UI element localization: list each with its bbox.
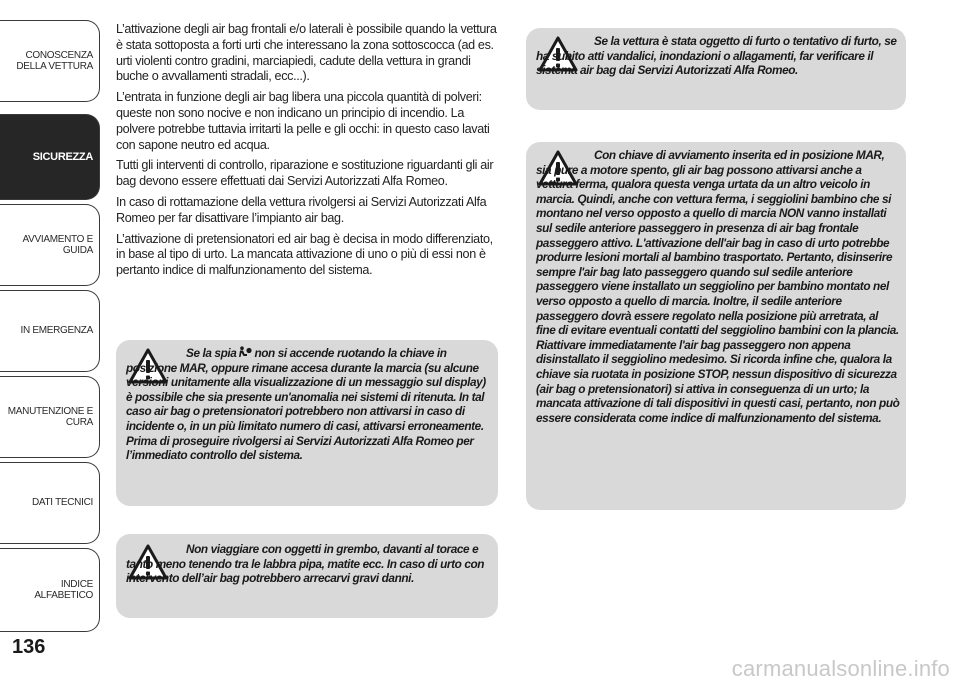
airbag-warning-light-icon — [238, 346, 252, 358]
sidebar-tab-indice[interactable] — [0, 548, 100, 632]
tab-label: IN EMERGENZA — [20, 325, 93, 337]
paragraph: L’entrata in funzione degli air bag libera una piccola quantità di polveri: queste non sono nocive e non indicano un principio di incendio. La polvere potrebbe tuttavia irritarti la pelle e gli occhi: in questo caso lavati con sapone neutro ed acqua. — [116, 90, 490, 152]
tab-label: SICUREZZA — [32, 150, 93, 163]
warning-box-warning-light — [116, 340, 498, 506]
warning-text: Se la vettura è stata oggetto di furto o tentativo di furto, se ha subito atti vandalici, inondazioni o allagamenti, far verificare il sistema air bag dai Servizi Autorizzati Alfa Romeo. — [536, 34, 897, 78]
sidebar-tab-dati-tecnici[interactable] — [0, 462, 100, 544]
warning-text-end: non si accende ruotando la chiave in posizione MAR, oppure rimane accesa durante la marcia (su alcune versioni unitamente alla visualizzazione di un messaggio sul display) è possibile che sia presente un'anomalia nei sistemi di ritenuta. In tal caso air bag o pretensionatori potrebbero non attivarsi in caso di incidente o, in un più limitato numero di casi, attivarsi erroneamente. Prima di proseguire rivolgersi ai Servizi Autorizzati Alfa Romeo per l’immediato controllo del sistema. — [126, 346, 486, 463]
paragraph: L’attivazione di pretensionatori ed air bag è decisa in modo differenziato, in base al tipo di urto. La mancata attivazione di uno o più di essi non è pertanto indice di malfunzionamento del sistema. — [116, 231, 493, 278]
sidebar-tab-conoscenza[interactable] — [0, 20, 100, 102]
warning-text — [126, 346, 492, 463]
sidebar-tab-emergenza[interactable] — [0, 290, 100, 372]
warning-text-start: Se la spia — [186, 346, 237, 360]
tab-label: AVVIAMENTO E GUIDA — [22, 233, 93, 256]
tab-label: CONOSCENZA DELLA VETTURA — [16, 49, 93, 72]
paragraph: L’attivazione degli air bag frontali e/o laterali è possibile quando la vettura è stata sottoposta a forti urti che interessano la zona sottoscocca (ad es. urti violenti contro gradini, marciapiedi, cadute della vettura in grandi buche o avvallamenti stradali, ecc...). — [116, 22, 497, 84]
tab-label: INDICE ALFABETICO — [34, 578, 93, 601]
tab-label: DATI TECNICI — [31, 497, 93, 509]
warning-box-theft — [526, 28, 906, 110]
tab-label: MANUTENZIONE E CURA — [7, 405, 93, 428]
warning-box-child-seat — [526, 142, 906, 510]
body-text — [116, 22, 500, 284]
sidebar-tab-sicurezza[interactable] — [0, 114, 100, 200]
page-number: 136 — [12, 636, 46, 658]
watermark: carmanualsonline.info — [731, 656, 950, 681]
paragraph: Tutti gli interventi di controllo, riparazione e sostituzione riguardanti gli air bag devono essere effettuati dai Servizi Autorizzati Alfa Romeo. — [116, 158, 494, 189]
warning-box-objects — [116, 534, 498, 618]
warning-text: Non viaggiare con oggetti in grembo, davanti al torace e tanto meno tenendo tra le labbra pipa, matite ecc. In caso di urto con intervento dell’air bag potrebbero arrecarvi gravi danni. — [126, 542, 485, 586]
paragraph: In caso di rottamazione della vettura rivolgersi ai Servizi Autorizzati Alfa Romeo per far disattivare l’impianto air bag. — [116, 194, 487, 225]
warning-text: Con chiave di avviamento inserita ed in posizione MAR, sia pure a motore spento, gli air bag possono attivarsi anche a vettura ferma, qualora questa venga urtata da un altro veicolo in marcia. Quindi, anche con vettura ferma, i seggiolini bambino che si montano nel verso opposto a quello di marcia NON vanno installati sul sedile anteriore passeggero in presenza di air bag frontale passeggero attivo. L'attivazione dell'air bag in caso di urto potrebbe produrre lesioni mortali al bambino trasportato. Pertanto, disinserire sempre l'air bag lato passeggero quando sul sedile anteriore passeggero viene installato un seggiolino per bambino montato nel verso opposto a quello di marcia. Inoltre, il sedile anteriore passeggero dovrà essere regolato nella posizione più arretrata, al fine di evitare eventuali contatti del seggiolino bambini con la plancia. Riattivare immediatamente l'air bag passeggero non appena disinstallato il seggiolino medesimo. Si ricorda infine che, qualora la chiave sia ruotata in posizione STOP, nessun dispositivo di sicurezza (air bag o pretensionatori) si attiva in conseguenza di un urto; la mancata attivazione di tali dispositivi in questi casi, pertanto, non può essere considerata come indice di malfunzionamento del sistema. — [536, 148, 900, 425]
sidebar-tab-manutenzione[interactable] — [0, 376, 100, 458]
sidebar-tab-avviamento[interactable] — [0, 204, 100, 286]
